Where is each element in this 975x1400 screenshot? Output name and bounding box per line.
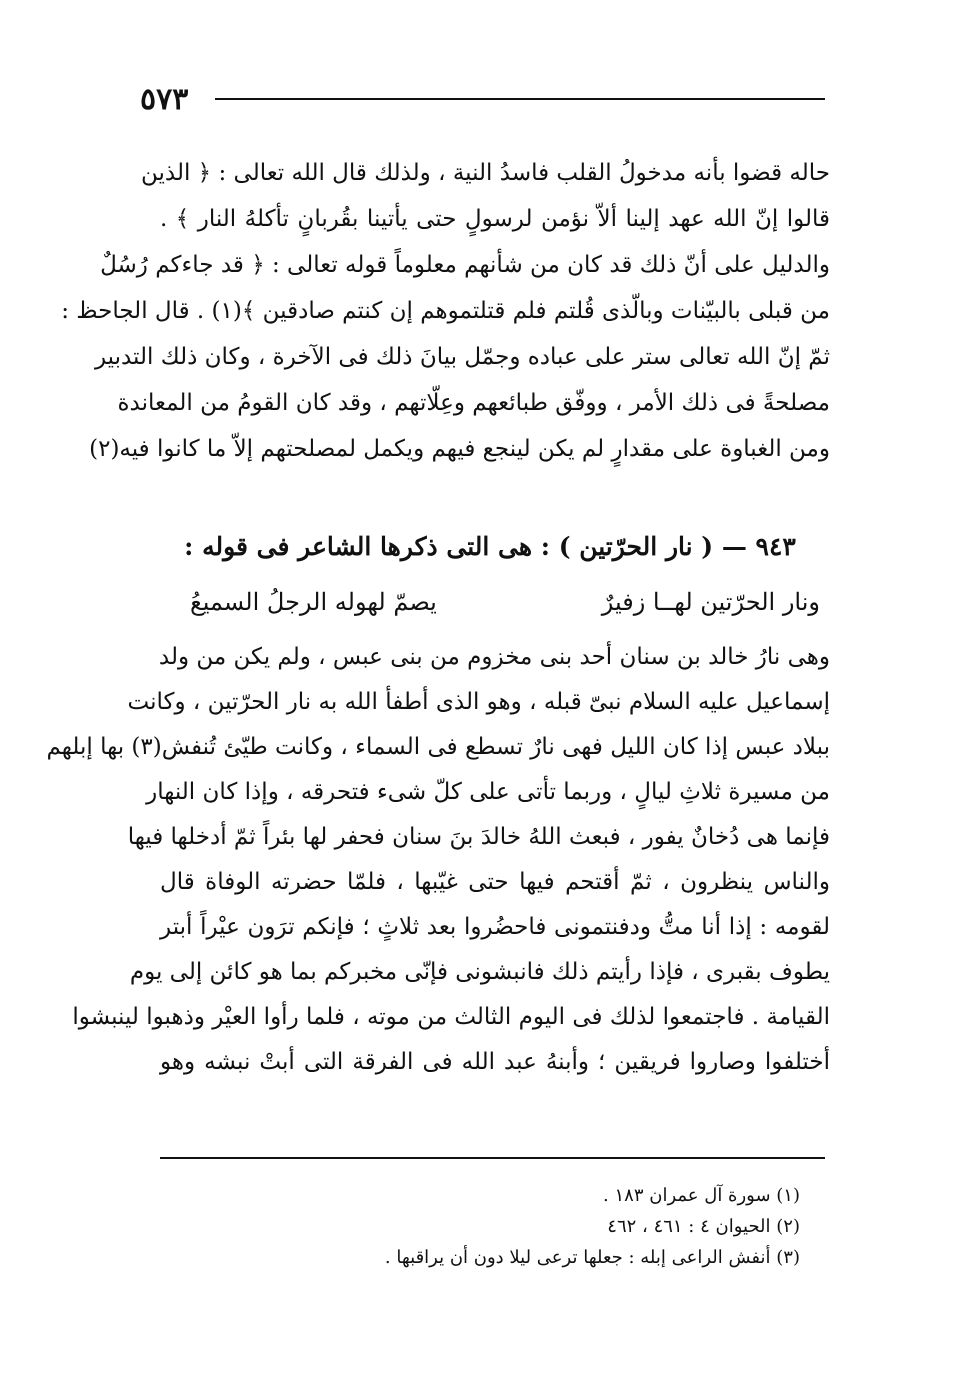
text-line: فإنما هى دُخانٌ يفور ، فبعث اللهُ خالدَ بنَ سنان فحفر لها بئراً ثمّ أدخلها فيها — [127, 824, 830, 850]
text-line: والدليل على أنّ ذلك قد كان من شأنهم معلوماً قوله تعالى : ﴿ قد جاءكم رُسُلٌ — [100, 252, 830, 278]
header-rule — [215, 98, 825, 100]
text-line: ثمّ إنّ الله تعالى ستر على عباده وجمّل بيانَ ذلك فى الآخرة ، وكان ذلك التدبير — [94, 344, 830, 370]
text-line: من قبلى بالبيّنات وبالّذى قُلتم فلم قتلتموهم إن كنتم صادقين ﴾(١) . قال الجاحظ : — [61, 298, 830, 324]
text-line: حاله قضوا بأنه مدخولُ القلب فاسدُ النية ، ولذلك قال الله تعالى : ﴿ الذين — [140, 160, 830, 186]
entry-heading: ٩٤٣ — ( نار الحرّتين ) : هى التى ذكرها الشاعر فى قوله : — [184, 532, 796, 561]
footnote: (٣) أنفش الراعى إبله : جعلها ترعى ليلا دون أن يراقبها . — [384, 1247, 800, 1268]
text-line: إسماعيل عليه السلام نبىّ قبله ، وهو الذى أطفأ الله به نار الحرّتين ، وكانت — [127, 689, 830, 715]
text-line: من مسيرة ثلاثِ ليالٍ ، وربما تأتى على كلّ شىء فتحرقه ، وإذا كان النهار — [146, 779, 830, 805]
text-line: والناس ينظرون ، ثمّ أقتحم فيها حتى غيّبها ، فلمّا حضرته الوفاة قال — [160, 869, 830, 895]
text-line: وهى نارُ خالد بن سنان أحد بنى مخزوم من بنى عبس ، ولم يكن من ولد — [158, 644, 830, 670]
text-line: يطوف بقبرى ، فإذا رأيتم ذلك فانبشونى فإنّى مخبركم بما هو كائن إلى يوم — [129, 959, 830, 985]
text-line: أختلفوا وصاروا فريقين ؛ وأبنهُ عبد الله فى الفرقة التى أبتْ نبشه وهو — [160, 1049, 830, 1075]
footnotes — [330, 1180, 800, 1273]
paragraph-quote — [61, 150, 830, 472]
footnote: (١) سورة آل عمران ١٨٣ . — [603, 1185, 800, 1206]
page-number: ٥٧٣ — [140, 82, 189, 117]
text-line: قالوا إنّ الله عهد إلينا ألاّ نؤمن لرسولٍ حتى يأتينا بقُربانٍ تأكلهُ النار ﴾ . — [160, 206, 830, 232]
text-line: ومن الغباوة على مقدارٍ لم يكن لينجع فيهم ويكمل لمصلحتهم إلاّ ما كانوا فيه(٢) — [89, 436, 830, 462]
verse-second-hemistich: يصمّ لهوله الرجلُ السميعُ — [190, 588, 437, 616]
verse-first-hemistich: ونار الحرّتين لهــا زفيرٌ — [601, 588, 820, 616]
poetry-verse — [170, 580, 820, 624]
paragraph-entry — [46, 635, 830, 1085]
text-line: لقومه : إذا أنا متُّ ودفنتمونى فاحضُروا بعد ثلاثٍ ؛ فإنكم ترَون عيْراً أبتر — [160, 914, 830, 940]
footnote: (٢) الحيوان ٤ : ٤٦١ ، ٤٦٢ — [607, 1216, 800, 1237]
text-line: القيامة . فاجتمعوا لذلك فى اليوم الثالث من موته ، فلما رأوا العيْر وذهبوا لينبشوا — [72, 1004, 830, 1030]
text-line: مصلحةً فى ذلك الأمر ، ووفّق طبائعهم وعِلّاتهم ، وقد كان القومُ من المعاندة — [117, 390, 830, 416]
page-header — [140, 80, 825, 120]
footnote-rule — [160, 1157, 825, 1159]
text-line: ببلاد عبس إذا كان الليل فهى نارٌ تسطع فى السماء ، وكانت طيّئ تُنفش(٣) بها إبلهم — [46, 734, 830, 760]
